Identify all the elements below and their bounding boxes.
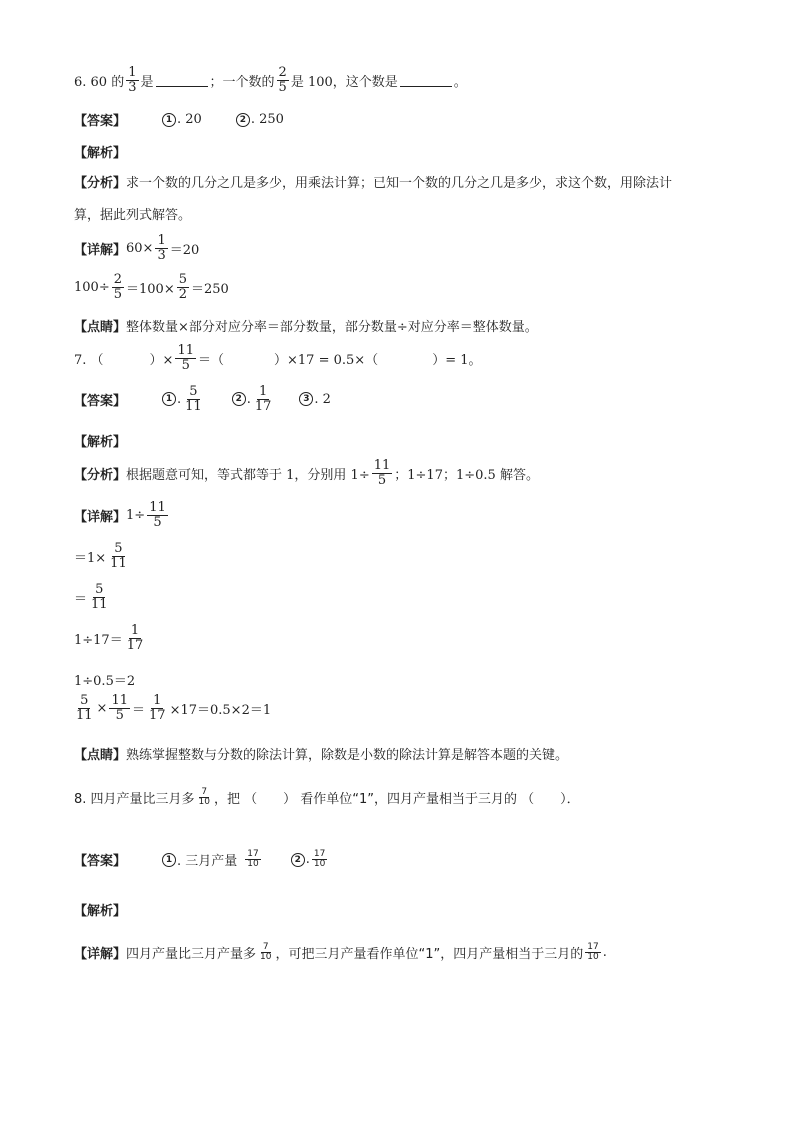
q6-fenxi: 【分析】 求一个数的几分之几是多少，用乘法计算；已知一个数的几分之几是多少，求这个数，用除法计 (74, 176, 673, 191)
circled-number-2: 2 (291, 853, 305, 867)
fraction: $\frac{5}{2}$ (178, 272, 187, 302)
fraction: $\frac{5}{11}$ (185, 384, 202, 414)
fraction: $\frac{1}{3}$ (128, 65, 137, 95)
answer-tag: 【答案】 (74, 854, 127, 870)
fraction: $\frac{17}{10}$ (313, 849, 326, 870)
q6-fenxi-cont: 算，据此列式解答。 (74, 208, 192, 223)
q7-answer: 【答案】 1 . $\frac{5}{11}$ 2 . $\frac{1}{17}$ 3 . 2 (74, 384, 331, 414)
fraction: $\frac{5}{11}$ (110, 541, 127, 571)
circled-number-3: 3 (299, 392, 313, 406)
fraction: $\frac{7}{10}$ (198, 787, 210, 808)
fraction: $\frac{1}{17}$ (126, 623, 144, 653)
q7-dianjing: 【点睛】 熟练掌握整数与分数的除法计算，除数是小数的除法计算是解答本题的关键。 (74, 748, 569, 763)
fraction: $\frac{11}{5}$ (177, 343, 194, 373)
q7-xiangjie: 【详解】 1÷ $\frac{11}{5}$ (74, 500, 166, 530)
fraction: $\frac{11}{5}$ (373, 458, 391, 488)
q7-jiexi-tag: 【解析】 (74, 435, 127, 450)
fraction: $\frac{11}{5}$ (149, 500, 166, 530)
circled-number-2: 2 (232, 392, 246, 406)
fraction: $\frac{7}{10}$ (260, 942, 272, 963)
circled-number-1: 1 (162, 853, 176, 867)
answer-blank (400, 74, 452, 87)
q8-jiexi-tag: 【解析】 (74, 904, 127, 919)
fraction: $\frac{17}{10}$ (247, 849, 259, 870)
fraction: $\frac{5}{11}$ (76, 693, 93, 723)
fraction: $\frac{2}{5}$ (278, 65, 287, 95)
fraction: $\frac{11}{5}$ (111, 693, 128, 723)
circled-number-1: 1 (162, 113, 176, 127)
q7-xiangjie-line3: ＝ $\frac{5}{11}$ (74, 582, 108, 612)
q7-question: 7. （ ）× $\frac{11}{5}$ ＝（ ）×17 = 0.5×（ ）= 1。 (74, 343, 482, 373)
fraction: $\frac{1}{17}$ (254, 384, 272, 414)
fraction: $\frac{5}{11}$ (91, 582, 108, 612)
answer-tag: 【答案】 (74, 114, 127, 129)
answer-tag: 【答案】 (74, 393, 127, 409)
q8-xiangjie: 【详解】 四月产量比三月产量多 $\frac{7}{10}$ ，可把三月产量看作单位“1”，四月产量相当于三月的 $\frac{17}{10}$ . (74, 942, 607, 963)
q7-xiangjie-line2: ＝1× $\frac{5}{11}$ (74, 541, 127, 571)
fraction: $\frac{1}{17}$ (149, 693, 166, 723)
q6-xiangjie: 【详解】 60× $\frac{1}{3}$ ＝20 (74, 233, 200, 263)
q7-xiangjie-line6: $\frac{5}{11}$ × $\frac{11}{5}$ ＝ $\frac{1}{17}$ ×17＝0.5×2＝1 (76, 693, 272, 723)
q6-xiangjie-line2: 100÷ $\frac{2}{5}$ ＝100× $\frac{5}{2}$ ＝250 (74, 272, 229, 302)
q7-xiangjie-line5: 1÷0.5＝2 (74, 674, 136, 689)
q8-answer: 【答案】 1 . 三月产量 $\frac{17}{10}$ 2 . $\frac{17}{10}$ (74, 849, 326, 870)
fraction: $\frac{17}{10}$ (587, 942, 599, 963)
circled-number-1: 1 (162, 392, 176, 406)
q8-question: 8. 四月产量比三月多 $\frac{7}{10}$ ，把 （ ） 看作单位“1”，四月产量相当于三月的 （ ）． (74, 787, 580, 808)
fraction: $\frac{1}{3}$ (157, 233, 166, 263)
q6-answer: 【答案】 1 . 20 2 . 250 (74, 112, 284, 129)
q7-fenxi: 【分析】 根据题意可知，等式都等于 1，分别用 1÷ $\frac{11}{5}$ ；1÷17；1÷0.5 解答。 (74, 458, 539, 488)
q7-xiangjie-line4: 1÷17＝ $\frac{1}{17}$ (74, 623, 144, 653)
q6-dianjing: 【点睛】 整体数量×部分对应分率＝部分数量，部分数量÷对应分率＝整体数量。 (74, 320, 538, 335)
q6-jiexi-tag: 【解析】 (74, 146, 127, 161)
answer-blank (156, 74, 208, 87)
q6-question: 6. 60 的 $\frac{1}{3}$ 是 ；一个数的 $\frac{2}{5}$ 是 100，这个数是 。 (74, 65, 467, 95)
fraction: $\frac{2}{5}$ (113, 272, 122, 302)
circled-number-2: 2 (236, 113, 250, 127)
